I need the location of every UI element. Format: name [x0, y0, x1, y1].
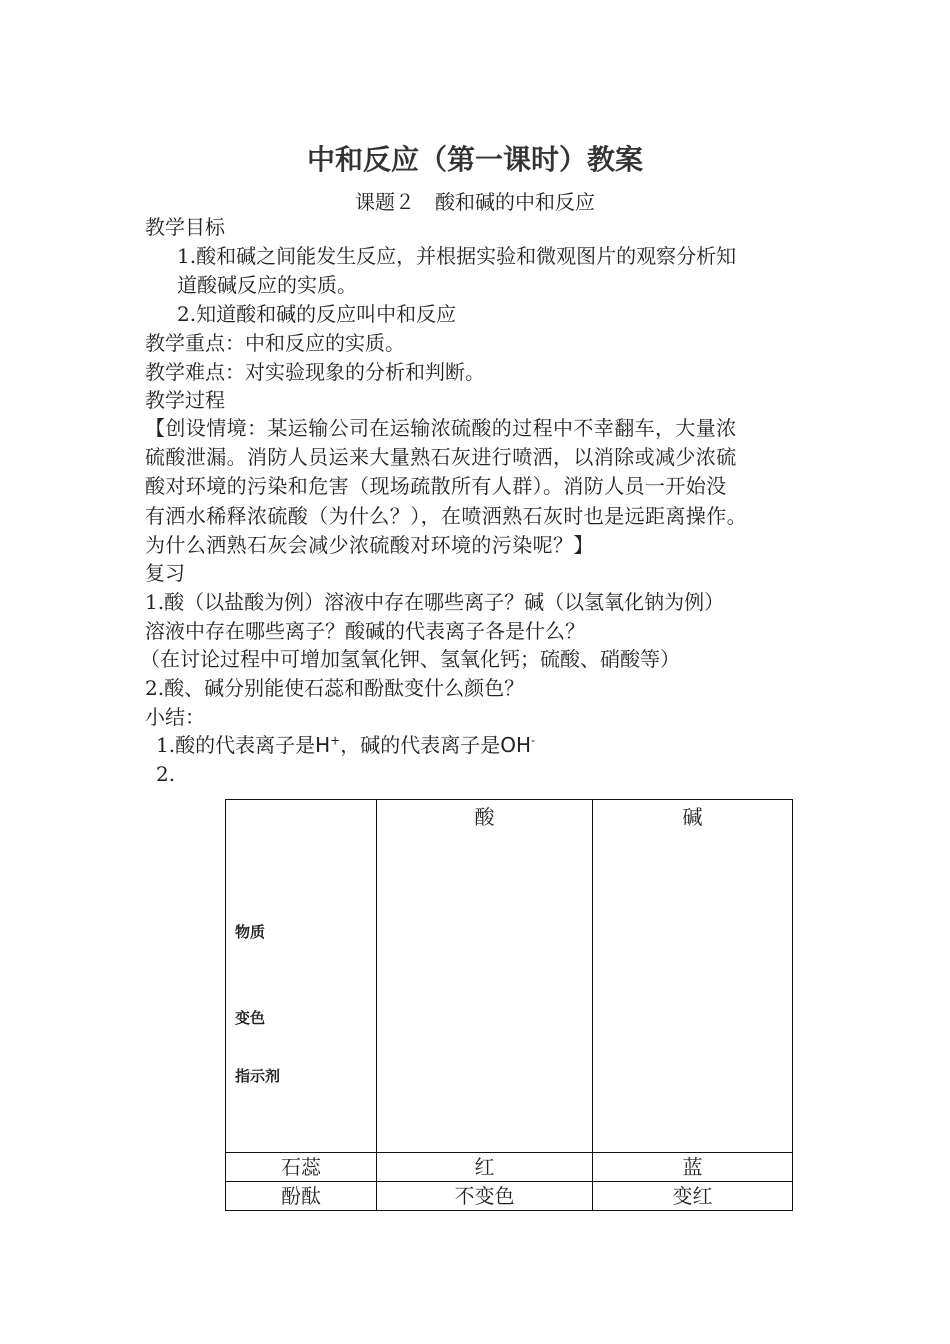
scenario-line: 有洒水稀释浓硫酸（为什么？），在喷洒熟石灰时也是远距离操作。: [145, 503, 747, 528]
scenario-line: 硫酸泄漏。消防人员运来大量熟石灰进行喷洒，以消除或减少浓硫: [145, 445, 737, 470]
base-color-cell: 变红: [593, 1182, 793, 1211]
diag-label-indicator: 指示剂: [235, 1067, 281, 1085]
acid-ion: H: [315, 733, 331, 757]
base-ion: OH: [500, 733, 531, 757]
summary-item-1: [156, 731, 836, 760]
review-q1-line-2: 溶液中存在哪些离子？酸碱的代表离子各是什么？: [145, 619, 585, 643]
summary-item-1-prefix: 1.酸的代表离子是: [156, 733, 316, 757]
difficulty: 教学难点：对实验现象的分析和判断。: [145, 360, 485, 384]
scenario-line: 为什么洒熟石灰会减少浓硫酸对环境的污染呢？】: [145, 532, 594, 557]
diag-label-substance: 物质: [235, 923, 266, 941]
objective-2: 2.知道酸和碱的反应叫中和反应: [177, 302, 457, 326]
document-title: 中和反应（第一课时）教案: [306, 143, 643, 176]
column-header-base: 碱: [593, 800, 793, 1153]
scenario-paragraph: [145, 414, 813, 560]
objectives-heading: 教学目标: [145, 215, 225, 239]
diagonal-header: [226, 800, 376, 1146]
lesson-subtitle: 课题２ 酸和碱的中和反应: [355, 190, 595, 214]
scenario-line: 酸对环境的污染和危害（现场疏散所有人群）。消防人员一开始没: [145, 474, 727, 499]
summary-item-2: 2.: [156, 762, 176, 786]
table-header-row: [226, 800, 793, 1153]
review-q1-line-1: 1.酸（以盐酸为例）溶液中存在哪些离子？碱（以氢氧化钠为例）: [145, 590, 725, 614]
objective-1-line-1: 1.酸和碱之间能发生反应，并根据实验和微观图片的观察分析知: [177, 244, 737, 268]
table-row: [226, 1182, 793, 1211]
review-q2: 2.酸、碱分别能使石蕊和酚酞变什么颜色？: [145, 676, 525, 700]
acid-ion-charge: +: [330, 733, 341, 748]
diagonal-header-cell: [226, 800, 377, 1153]
summary-item-1-mid: ，碱的代表离子是: [340, 733, 501, 757]
indicator-name-cell: 石蕊: [226, 1153, 377, 1182]
scenario-line: 【创设情境：某运输公司在运输浓硫酸的过程中不幸翻车，大量浓: [145, 416, 737, 440]
review-q1-note: （在讨论过程中可增加氢氧化钾、氢氧化钙；硫酸、硝酸等）: [140, 647, 680, 671]
base-color-cell: 蓝: [593, 1153, 793, 1182]
indicator-name-cell: 酚酞: [226, 1182, 377, 1211]
base-ion-charge: -: [530, 733, 536, 748]
review-heading: 复习: [145, 561, 185, 585]
column-header-acid: 酸: [377, 800, 593, 1153]
summary-heading: 小结：: [145, 705, 205, 729]
key-point: 教学重点：中和反应的实质。: [145, 331, 405, 355]
diag-label-color: 变色: [235, 1009, 266, 1027]
acid-color-cell: 不变色: [377, 1182, 593, 1211]
objective-1-line-2: 道酸碱反应的实质。: [177, 273, 357, 297]
indicator-color-table: [225, 799, 793, 1211]
process-heading: 教学过程: [145, 388, 225, 412]
acid-color-cell: 红: [377, 1153, 593, 1182]
table-row: [226, 1153, 793, 1182]
